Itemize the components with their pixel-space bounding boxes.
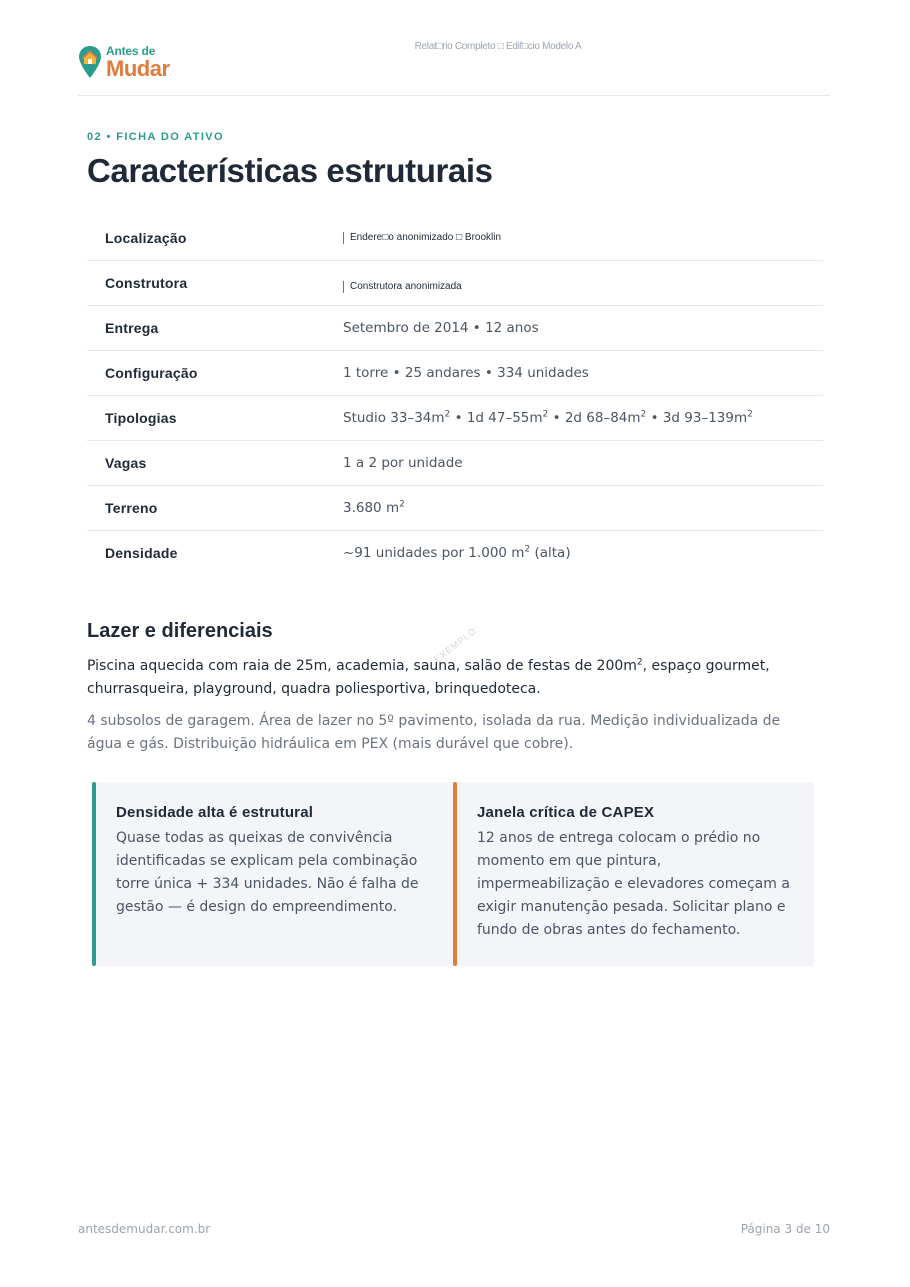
spec-value: 1 a 2 por unidade — [343, 455, 463, 471]
spec-value: Setembro de 2014 • 12 anos — [343, 320, 539, 336]
callout-body: 12 anos de entrega colocam o prédio no momento em que pintura, impermeabilização e elevadores começam a exigir manutenção pesada. Solicitar plano e fundo de obras antes do fechamento. — [477, 830, 790, 938]
page-title: Características estruturais — [87, 152, 493, 189]
spec-table — [87, 216, 823, 575]
spec-row-tipologias — [87, 396, 823, 441]
lazer-paragraph: Piscina aquecida com raia de 25m, academia, sauna, salão de festas de $200m^2$, espaço gourmet, churrasqueira, playground, quadra poliesportiva, brinquedoteca. — [87, 657, 770, 697]
page-header — [78, 40, 830, 96]
spec-label: Densidade — [105, 545, 178, 561]
spec-label: Entrega — [105, 320, 159, 336]
logo-line1: Antes de — [106, 43, 156, 58]
watermark: EXEMPLO — [432, 625, 479, 665]
spec-value: Endere□o anonimizado □ Brooklin — [343, 232, 501, 244]
report-header-title: Relat□rio Completo □ Edif□cio Modelo A — [414, 41, 582, 52]
spec-label: Configuração — [105, 365, 198, 381]
spec-value: Studio $33-34m^2$ • 1d $47-55m^2$ • 2d $68-84m^2$ • 3d $93-139m^2$ — [343, 409, 753, 426]
spec-row-densidade — [87, 531, 823, 575]
spec-row-construtora — [87, 261, 823, 306]
callout-capex — [453, 782, 814, 966]
logo-line2: Mudar — [106, 55, 170, 81]
callouts — [92, 782, 814, 966]
spec-value: ~91 unidades por 1.000 $m^2$ (alta) — [343, 544, 571, 561]
spec-row-entrega — [87, 306, 823, 351]
spec-label: Vagas — [105, 455, 147, 471]
section-eyebrow: 02 • FICHA DO ATIVO — [87, 131, 224, 143]
spec-row-localizacao — [87, 216, 823, 261]
spec-value: Construtora anonimizada — [343, 281, 462, 293]
spec-label: Construtora — [105, 275, 188, 291]
garagem-paragraph: 4 subsolos de garagem. Área de lazer no 5º pavimento, isolada da rua. Medição individualizada de água e gás. Distribuição hidráulica em PEX (mais durável que cobre). — [87, 713, 781, 752]
spec-row-configuracao — [87, 351, 823, 396]
callout-title: Janela crítica de CAPEX — [477, 804, 655, 821]
location-pin-house-icon — [78, 45, 102, 79]
callout-body: Quase todas as queixas de convivência identificadas se explicam pela combinação torre única + 334 unidades. Não é falha de gestão — é design do empreendimento. — [116, 830, 419, 915]
spec-row-vagas — [87, 441, 823, 486]
spec-value: 3.680 $m^2$ — [343, 499, 405, 516]
spec-label: Localização — [105, 230, 187, 246]
spec-label: Terreno — [105, 500, 158, 516]
spec-label: Tipologias — [105, 410, 177, 426]
footer-site: antesdemudar.com.br — [78, 1222, 211, 1236]
footer-page-number: Página 3 de 10 — [740, 1222, 830, 1236]
callout-title: Densidade alta é estrutural — [116, 804, 314, 821]
spec-row-terreno — [87, 486, 823, 531]
spec-value: 1 torre • 25 andares • 334 unidades — [343, 365, 589, 381]
brand-logo — [78, 42, 170, 82]
callout-densidade — [92, 782, 453, 966]
lazer-title: Lazer e diferenciais — [87, 620, 273, 642]
